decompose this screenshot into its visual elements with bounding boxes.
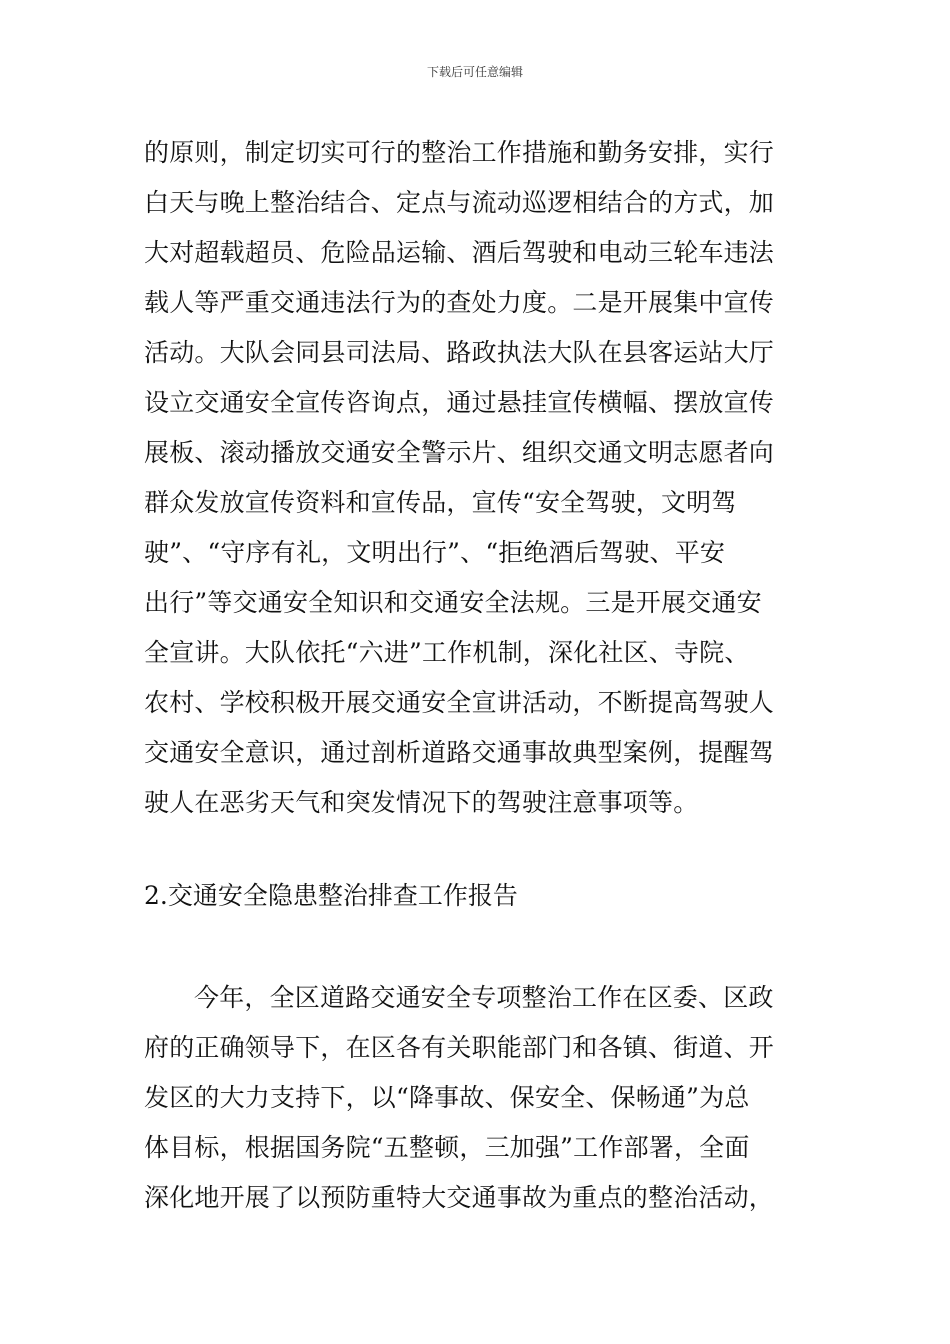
- text-line: 今年，全区道路交通安全专项整治工作在区委、区政: [194, 983, 774, 1012]
- text-line: 发区的大力支持下，以“降事故、保安全、保畅通”为总: [144, 1083, 750, 1112]
- section-heading: 2.交通安全隐患整治排查工作报告: [144, 881, 518, 910]
- text-line: 深化地开展了以预防重特大交通事故为重点的整治活动，: [144, 1183, 775, 1212]
- text-line: 白天与晚上整治结合、定点与流动巡逻相结合的方式，加: [144, 188, 775, 217]
- text-line: 出行”等交通安全知识和交通安全法规。三是开展交通安: [144, 588, 762, 617]
- text-line: 驶”、“守序有礼，文明出行”、“拒绝酒后驾驶、平安: [144, 538, 726, 567]
- text-line: 交通安全意识，通过剖析道路交通事故典型案例，提醒驾: [144, 738, 775, 767]
- text-line: 体目标，根据国务院“五整顿，三加强”工作部署，全面: [144, 1133, 750, 1162]
- section-paragraph: [144, 973, 809, 1223]
- text-line: 农村、学校积极开展交通安全宣讲活动，不断提高驾驶人: [144, 688, 775, 717]
- text-line: 群众发放宣传资料和宣传品，宣传“安全驾驶，文明驾: [144, 488, 737, 517]
- page-header-note: 下载后可任意编辑: [426, 65, 523, 79]
- text-line: 全宣讲。大队依托“六进”工作机制，深化社区、寺院、: [144, 638, 750, 667]
- text-line: 载人等严重交通违法行为的查处力度。二是开展集中宣传: [144, 288, 775, 317]
- text-line: 驶人在恶劣天气和突发情况下的驾驶注意事项等。: [144, 788, 699, 817]
- paragraph-continued: [144, 128, 809, 828]
- text-line: 设立交通安全宣传咨询点，通过悬挂宣传横幅、摆放宣传: [144, 388, 775, 417]
- text-line: 府的正确领导下，在区各有关职能部门和各镇、街道、开: [144, 1033, 775, 1062]
- text-line: 的原则，制定切实可行的整治工作措施和勤务安排，实行: [144, 138, 775, 167]
- text-line: 活动。大队会同县司法局、路政执法大队在县客运站大厅: [144, 338, 775, 367]
- text-line: 展板、滚动播放交通安全警示片、组织交通文明志愿者向: [144, 438, 775, 467]
- text-line: 大对超载超员、危险品运输、酒后驾驶和电动三轮车违法: [144, 238, 775, 267]
